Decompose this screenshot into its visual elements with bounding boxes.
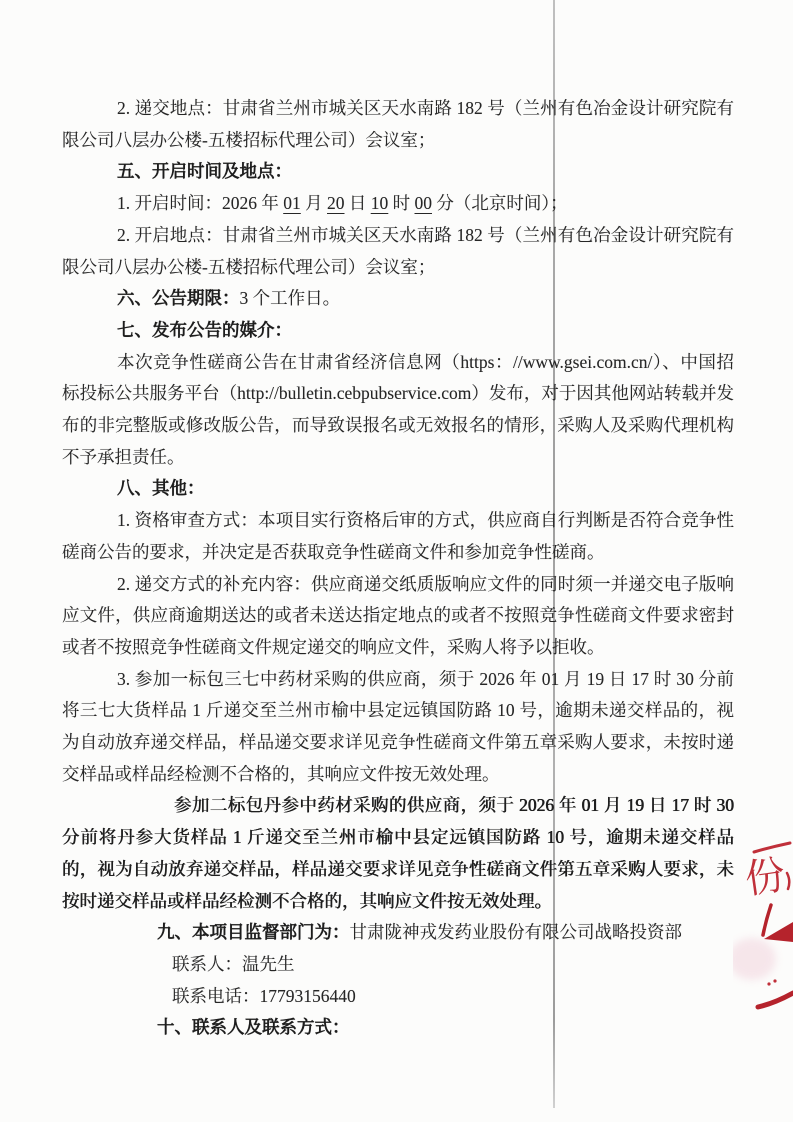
paragraph-submission-supplement: 2. 递交方式的补充内容：供应商递交纸质版响应文件的同时须一并递交电子版响应文件，供应商逾期送达的或者未送达指定地点的或者不按照竞争性磋商文件要求密封或者不按照竞争性磋商文件规定递交的响应文件，采购人将予以拒收。	[62, 573, 734, 657]
paragraph-package1-sample-requirement: 3. 参加一标包三七中药材采购的供应商，须于 2026 年 01 月 19 日 17 时 30 分前将三七大货样品 1 斤递交至兰州市榆中县定远镇国防路 10 号，逾期未递交样品的，视为自动放弃递交样品，样品递交要求详见竞争性磋商文件第五章采购人要求，未按时递交样品或样品经检测不合格的，其响应文件按无效处理。	[62, 668, 734, 784]
heading-section-9-supervision-label: 九、本项目监督部门为：	[157, 922, 350, 943]
open-time-sep-day: 日	[344, 193, 371, 214]
paragraph-open-location: 2. 开启地点：甘肃省兰州市城关区天水南路 182 号（兰州有色冶金设计研究院有限公司八层办公楼-五楼招标代理公司）会议室；	[62, 224, 734, 277]
red-handwritten-character: 份	[742, 852, 788, 903]
red-comma-stroke-icon	[787, 873, 789, 889]
open-time-day-underlined: 20	[327, 193, 345, 214]
paragraph-announcement-period	[62, 283, 734, 315]
open-time-suffix: 分（北京时间）；	[432, 193, 568, 214]
open-time-prefix: 1. 开启时间：2026 年	[117, 193, 284, 214]
heading-section-7-media: 七、发布公告的媒介：	[117, 319, 292, 340]
red-dot-icon	[767, 982, 770, 985]
red-dash-stroke-icon	[754, 843, 790, 852]
open-time-month-underlined: 01	[283, 193, 301, 214]
red-vertical-stroke-icon	[763, 905, 771, 935]
paragraph-publication-media: 本次竞争性磋商公告在甘肃省经济信息网（https：//www.gsei.com.cn/）、中国招标投标公共服务平台（http://bulletin.cebpubservice.com）发布，对于因其他网站转载并发布的非完整版或修改版公告，而导致误报名或无效报名的情形，采购人及采购代理机构不予承担责任。	[62, 351, 734, 467]
open-time-sep-hour: 时	[388, 193, 415, 214]
paragraph-supervision-department	[62, 917, 734, 949]
red-dot-icon	[773, 979, 776, 982]
announcement-period-value: 3 个工作日。	[239, 288, 341, 309]
open-time-hour-underlined: 10	[370, 193, 389, 214]
open-time-sep-month: 月	[300, 193, 327, 214]
document-body	[62, 93, 734, 1044]
red-ink-annotations	[733, 835, 793, 1015]
contact-name-line: 联系人：温先生	[172, 953, 295, 974]
red-triangle-mark-icon	[764, 922, 793, 942]
open-time-minute-underlined: 00	[414, 193, 432, 214]
paragraph-qualification-review: 1. 资格审查方式：本项目实行资格后审的方式，供应商自行判断是否符合竞争性磋商公告的要求，并决定是否获取竞争性磋商文件和参加竞争性磋商。	[62, 510, 734, 562]
pink-ink-smudge	[733, 938, 776, 980]
supervision-department-value: 甘肃陇神戎发药业股份有限公司战略投资部	[349, 922, 682, 943]
heading-section-5-open-time-place: 五、开启时间及地点：	[117, 161, 292, 182]
heading-section-10-contact-info: 十、联系人及联系方式：	[157, 1017, 350, 1038]
paragraph-open-time	[62, 188, 734, 220]
contact-phone-line: 联系电话：17793156440	[172, 985, 356, 1006]
heading-section-8-others: 八、其他：	[117, 478, 205, 499]
red-bottom-stroke-icon	[758, 993, 793, 1007]
paragraph-submit-location: 2. 递交地点：甘肃省兰州市城关区天水南路 182 号（兰州有色冶金设计研究院有限公司八层办公楼-五楼招标代理公司）会议室；	[62, 98, 734, 150]
paragraph-package2-sample-requirement: 参加二标包丹参中药材采购的供应商，须于 2026 年 01 月 19 日 17 时 30 分前将丹参大货样品 1 斤递交至兰州市榆中县定远镇国防路 10 号，逾期未递交样品的，视为自动放弃递交样品，样品递交要求详见竞争性磋商文件第五章采购人要求，未按时递交样品或样品经检测不合格的，其响应文件按无效处理。	[62, 795, 734, 911]
heading-section-6-period-label: 六、公告期限：	[117, 288, 240, 309]
